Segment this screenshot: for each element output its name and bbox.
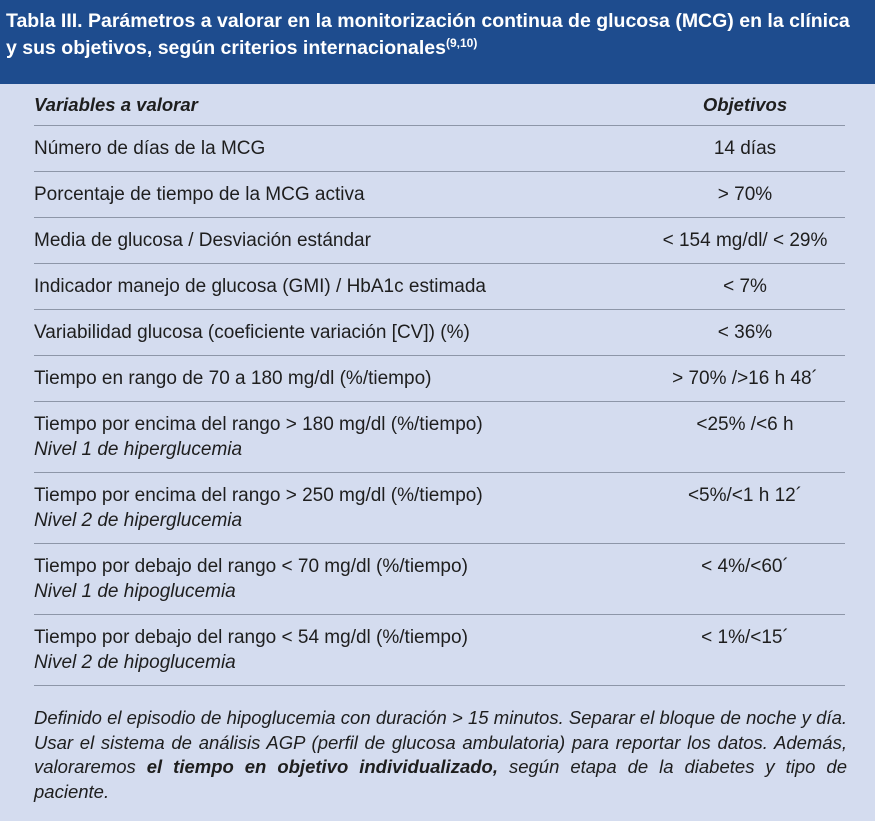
row-objective: < 36% [717,322,773,343]
row-variable: Tiempo por encima del rango > 250 mg/dl (%/tiempo) [34,485,483,506]
row-variable: Media de glucosa / Desviación estándar [34,230,371,251]
row-objective: < 7% [723,276,767,297]
row-objective: <5%/<1 h 12´ [687,485,803,506]
row-variable: Tiempo por encima del rango > 180 mg/dl (%/tiempo) [34,414,483,435]
table-row [34,264,845,310]
row-level: Nivel 1 de hipoglucemia [34,581,236,602]
table-row [34,218,845,264]
row-objective: > 70% [717,184,773,205]
row-objective: < 1%/<15´ [701,627,789,648]
row-objective: <25% /<6 h [696,414,794,435]
table-footnote [34,706,847,804]
footnote-text: Definido el episodio de hipoglucemia con duración > 15 minutos. Separar el bloque de noche y día. Usar el sistema de análisis AGP (perfil de glucosa ambulatoria) para reportar los datos. Además, valoraremos [34,707,847,777]
table-row [34,473,845,544]
footnote-text-end: según etapa de la diabetes y tipo de paciente. [34,756,847,802]
row-level: Nivel 1 de hiperglucemia [34,439,243,460]
table-row [34,615,845,686]
row-variable: Tiempo por debajo del rango < 54 mg/dl (%/tiempo) [34,627,468,648]
row-objective: 14 días [713,138,777,159]
table-title [0,0,875,84]
table-row [34,402,845,473]
table-title-text: Tabla III. Parámetros a valorar en la monitorización continua de glucosa (MCG) en la clínica y sus objetivos, según criterios internacionales [6,10,850,59]
header-variables: Variables a valorar [34,94,198,115]
row-variable: Número de días de la MCG [34,138,266,159]
row-variable: Porcentaje de tiempo de la MCG activa [34,184,365,205]
table-row [34,172,845,218]
row-variable: Tiempo por debajo del rango < 70 mg/dl (%/tiempo) [34,556,468,577]
table-row [34,544,845,615]
row-variable: Tiempo en rango de 70 a 180 mg/dl (%/tiempo) [34,368,432,389]
row-variable: Indicador manejo de glucosa (GMI) / HbA1c estimada [34,276,486,297]
table-row [34,310,845,356]
footnote-emphasis: el tiempo en objetivo individualizado, [146,756,498,777]
table-title-refs: (9,10) [445,36,478,50]
row-objective: > 70% />16 h 48´ [672,368,818,389]
row-level: Nivel 2 de hipoglucemia [34,652,236,673]
table-row [34,356,845,402]
header-objectives: Objetivos [702,94,788,115]
parameters-table [34,84,845,686]
row-objective: < 4%/<60´ [701,556,789,577]
table-row [34,126,845,172]
row-objective: < 154 mg/dl/ < 29% [662,230,828,251]
row-level: Nivel 2 de hiperglucemia [34,510,243,531]
table-header-row [34,84,845,126]
row-variable: Variabilidad glucosa (coeficiente variación [CV]) (%) [34,322,470,343]
